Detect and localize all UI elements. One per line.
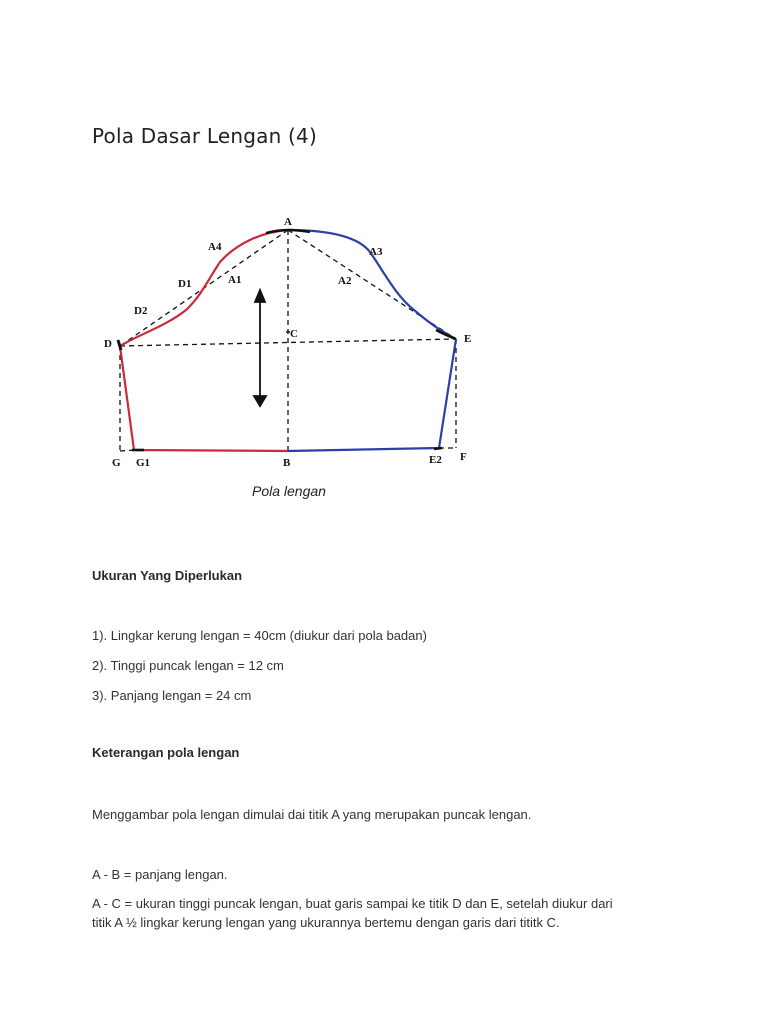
label-e: E — [464, 333, 472, 345]
section-heading-measurements: Ukuran Yang Diperlukan — [92, 568, 243, 583]
black-accent-e2 — [434, 448, 442, 449]
black-accent-e — [436, 330, 456, 339]
label-f: F — [460, 451, 467, 463]
measurement-item: 3). Panjang lengan = 24 cm — [92, 688, 252, 703]
figure-caption: Pola lengan — [252, 483, 326, 499]
label-a3: A3 — [369, 246, 383, 258]
label-a4: A4 — [208, 241, 222, 253]
label-c: C — [290, 328, 298, 340]
measurement-item: 2). Tinggi puncak lengan = 12 cm — [92, 658, 284, 673]
label-b: B — [283, 457, 291, 469]
grain-arrow — [254, 290, 266, 406]
paragraph-a-c-line1: A - C = ukuran tinggi puncak lengan, buat garis sampai ke titik D dan E, setelah diukur dari — [92, 896, 613, 911]
label-a: A — [284, 216, 292, 228]
sleeve-pattern-diagram — [96, 210, 486, 500]
paragraph-start-point: Menggambar pola lengan dimulai dai titik A yang merupakan puncak lengan. — [92, 807, 532, 822]
label-d: D — [104, 338, 112, 350]
label-a2: A2 — [338, 275, 352, 287]
black-accent-d — [118, 340, 121, 350]
label-d2: D2 — [134, 305, 148, 317]
label-a1: A1 — [228, 274, 242, 286]
paragraph-a-b: A - B = panjang lengan. — [92, 867, 228, 882]
label-e2: E2 — [429, 454, 442, 466]
page-title: Pola Dasar Lengan (4) — [92, 124, 317, 148]
label-g1: G1 — [136, 457, 151, 469]
section-heading-pattern-notes: Keterangan pola lengan — [92, 745, 240, 760]
sleeve-pattern-figure — [96, 210, 486, 500]
label-g: G — [112, 457, 121, 469]
measurement-item: 1). Lingkar kerung lengan = 40cm (diukur dari pola badan) — [92, 628, 427, 643]
label-d1: D1 — [178, 278, 192, 290]
blue-underarm-line — [288, 339, 456, 451]
paragraph-a-c-line2: titik A ½ lingkar kerung lengan yang ukurannya bertemu dengan garis dari tititk C. — [92, 915, 560, 930]
